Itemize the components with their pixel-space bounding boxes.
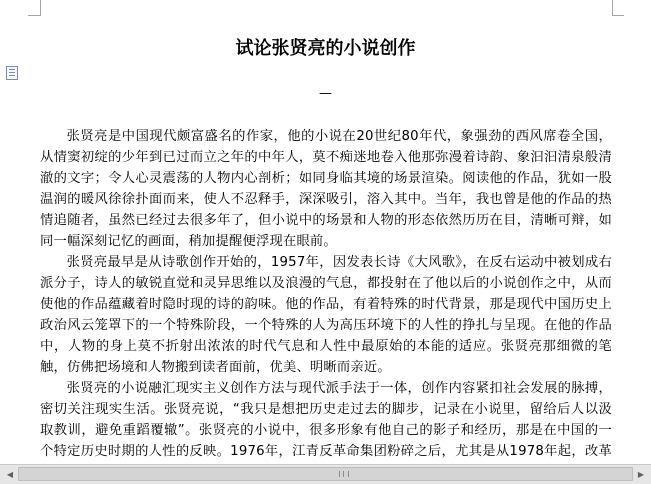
scroll-left-icon[interactable]: ◀ xyxy=(6,470,14,479)
page-corner-mark-top-left-h xyxy=(28,15,40,16)
document-body[interactable] xyxy=(40,126,612,483)
page-corner-mark-top-right-h xyxy=(612,15,624,16)
scrollbar-thumb[interactable] xyxy=(18,467,633,481)
title-separator: — xyxy=(319,86,332,101)
page-corner-mark-top-right xyxy=(612,0,613,16)
scroll-right-icon[interactable]: ▶ xyxy=(637,470,645,479)
paragraph-3: 张贤亮的小说融汇现实主义创作方法与现代派手法于一体，创作内容紧扣社会发展的脉搏，密切关注现实生活。张贤亮说，“我只是想把历史走过去的脚步，记录在小说里，留给后人以汲取教训，避免重蹈覆辙”。张贤亮的小说中，很多形象有他自己的影子和经历，那是在中国的一个特定历史时期的人性的反映。1976年，江青反革命集团粉碎之后，尤其是从1978年起，改革 xyxy=(40,381,612,459)
document-title: 试论张贤亮的小说创作 xyxy=(235,38,416,59)
scrollbar-grip-icon xyxy=(339,471,349,477)
paragraph-1: 张贤亮是中国现代颇富盛名的作家，他的小说在20世纪80年代，象强劲的西风席卷全国，从情窦初绽的少年到已过而立之年的中年人，莫不痴迷地卷入他那弥漫着诗韵、象汩汩清泉般清澈的文字；令人心灵震荡的人物内心剖析；如同身临其境的场景渲染。阅读他的作品，犹如一股温润的暖风徐徐扑面而来，使人不忍释手，深深吸引，溶入其中。当年，我也曾是他的作品的热情追随者，虽然已经过去很多年了，但小说中的场景和人物的形态依然历历在目，清晰可辩，如同一幅深刻记忆的画面，稍加提醒便浮现在眼前。 xyxy=(40,129,612,249)
page-corner-mark-top-left xyxy=(38,0,41,16)
paragraph-2: 张贤亮最早是从诗歌创作开始的，1957年，因发表长诗《大风歌》，在反右运动中被划成右派分子，诗人的敏锐直觉和灵异思维以及浪漫的气息，都投射在了他以后的小说创作之中，从而使他的作品蕴藏着时隐时现的诗的韵味。他的作品，有着特殊的时代背景，那是现代中国历史上政治风云笼罩下的一个特殊阶段，一个特殊的人为高压环境下的人性的挣扎与呈现。在他的作品中，人物的身上莫不折射出浓浓的时代气息和人性中最原始的本能的适应。张贤亮那细微的笔触，仿佛把场境和人物搬到读者面前，优美、明晰而亲近。 xyxy=(40,255,612,375)
horizontal-scrollbar[interactable] xyxy=(0,464,651,484)
document-margin-icon[interactable] xyxy=(6,66,18,80)
